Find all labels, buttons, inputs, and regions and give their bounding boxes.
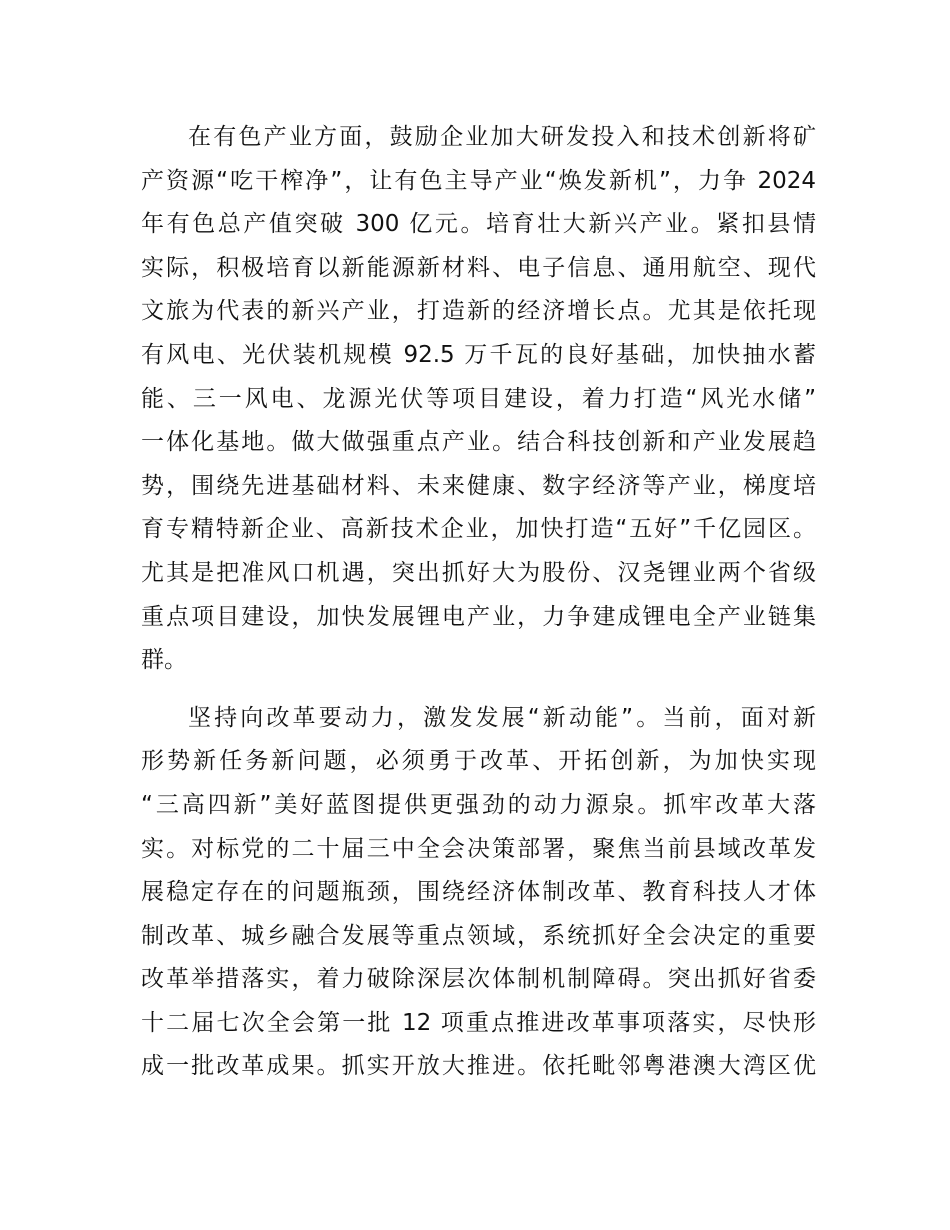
paragraph-line: 文旅为代表的新兴产业，打造新的经济增长点。尤其是依托现 xyxy=(141,298,816,325)
paragraph-line: 一体化基地。做大做强重点产业。结合科技创新和产业发展趋 xyxy=(141,429,816,456)
paragraph-line: 实。对标党的二十届三中全会决策部署，聚焦当前县域改革发 xyxy=(141,835,816,862)
paragraph-2 xyxy=(141,697,816,1089)
paragraph-line: 育专精特新企业、高新技术企业，加快打造“五好”千亿园区。 xyxy=(141,516,816,543)
paragraph-line: 年有色总产值突破 300 亿元。培育壮大新兴产业。紧扣县情 xyxy=(141,211,816,238)
paragraph-line: 在有色产业方面，鼓励企业加大研发投入和技术创新将矿 xyxy=(188,124,816,150)
paragraph-line: 能、三一风电、龙源光伏等项目建设，着力打造“风光水储” xyxy=(141,385,816,412)
paragraph-line: 形势新任务新问题，必须勇于改革、开拓创新，为加快实现 xyxy=(141,748,816,775)
paragraph-line: 改革举措落实，着力破除深层次体制机制障碍。突出抓好省委 xyxy=(141,966,816,993)
paragraph-spacer xyxy=(141,683,816,697)
paragraph-line: “三高四新”美好蓝图提供更强劲的动力源泉。抓牢改革大落 xyxy=(141,791,816,818)
paragraph-line: 尤其是把准风口机遇，突出抓好大为股份、汉尧锂业两个省级 xyxy=(141,559,816,586)
paragraph-line: 十二届七次全会第一批 12 项重点推进改革事项落实，尽快形 xyxy=(141,1009,816,1036)
paragraph-line: 有风电、光伏装机规模 92.5 万千瓦的良好基础，加快抽水蓄 xyxy=(141,341,816,368)
paragraph-line: 坚持向改革要动力，激发发展“新动能”。当前，面对新 xyxy=(188,704,816,731)
paragraph-line: 成一批改革成果。抓实开放大推进。依托毗邻粤港澳大湾区优 xyxy=(141,1053,816,1080)
paragraph-line: 重点项目建设，加快发展锂电产业，力争建成锂电全产业链集 xyxy=(141,603,816,630)
paragraph-line: 实际，积极培育以新能源新材料、电子信息、通用航空、现代 xyxy=(141,254,816,281)
paragraph-line: 制改革、城乡融合发展等重点领域，系统抓好全会决定的重要 xyxy=(141,922,816,949)
paragraph-line: 群。 xyxy=(141,647,187,674)
paragraph-1 xyxy=(141,116,816,683)
paragraph-line: 展稳定存在的问题瓶颈，围绕经济体制改革、教育科技人才体 xyxy=(141,879,816,906)
document-body xyxy=(141,116,816,1089)
paragraph-line: 产资源“吃干榨净”，让有色主导产业“焕发新机”，力争 2024 xyxy=(141,167,816,194)
paragraph-line: 势，围绕先进基础材料、未来健康、数字经济等产业，梯度培 xyxy=(141,472,816,499)
